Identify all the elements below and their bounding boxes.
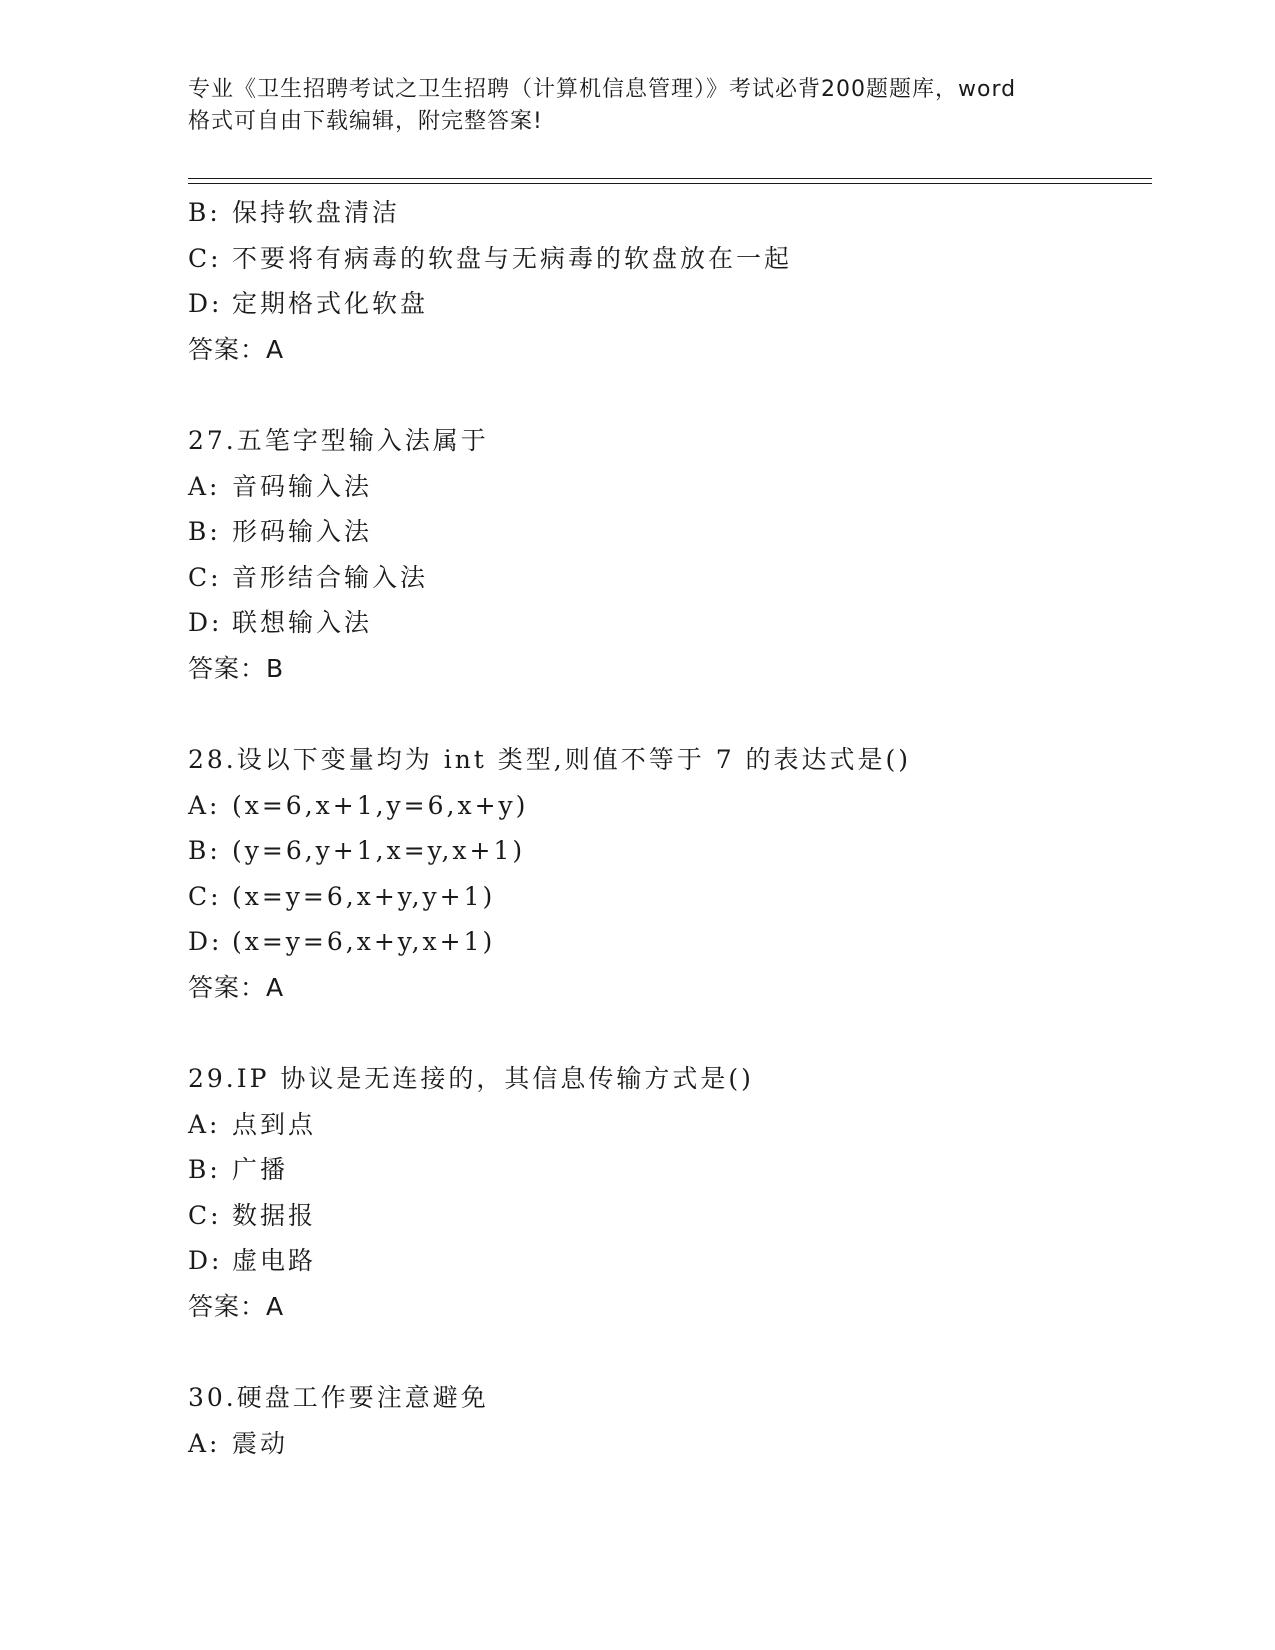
- question-title: 28.设以下变量均为 int 类型,则值不等于 7 的表达式是(): [188, 745, 912, 774]
- question-title: 27.五笔字型输入法属于: [188, 426, 489, 455]
- option-c: C: 不要将有病毒的软盘与无病毒的软盘放在一起: [188, 243, 793, 273]
- question-30: [188, 1375, 1148, 1466]
- option-a: A: 音码输入法: [188, 471, 373, 501]
- question-29: [188, 1056, 1148, 1329]
- question-27: [188, 418, 1148, 691]
- option-a: A: (x=6,x+1,y=6,x+y): [188, 790, 529, 820]
- option-c: C: 音形结合输入法: [188, 562, 429, 592]
- option-d: D: (x=y=6,x+y,x+1): [188, 927, 496, 956]
- question-28: [188, 737, 1148, 1010]
- header-divider-top: [188, 178, 1152, 179]
- answer: 答案：A: [188, 1291, 285, 1321]
- question-title: 30.硬盘工作要注意避免: [188, 1383, 489, 1412]
- header-line-1: 专业《卫生招聘考试之卫生招聘（计算机信息管理）》考试必背200题题库，word: [188, 77, 1017, 102]
- question-list: [188, 190, 1148, 1466]
- option-b: B: 广播: [188, 1155, 289, 1184]
- answer: 答案：A: [188, 334, 285, 364]
- option-b: B: 保持软盘清洁: [188, 198, 401, 227]
- header-line-2: 格式可自由下载编辑，附完整答案!: [188, 109, 543, 134]
- option-c: C: (x=y=6,x+y,y+1): [188, 881, 496, 911]
- header-divider-bottom: [188, 183, 1152, 184]
- option-d: D: 联想输入法: [188, 608, 373, 637]
- option-c: C: 数据报: [188, 1200, 317, 1230]
- answer: 答案：A: [188, 972, 285, 1002]
- option-d: D: 定期格式化软盘: [188, 289, 429, 318]
- option-b: B: 形码输入法: [188, 517, 373, 546]
- question-continued: [188, 190, 1148, 372]
- option-a: A: 点到点: [188, 1109, 317, 1139]
- option-a: A: 震动: [188, 1428, 289, 1458]
- option-d: D: 虚电路: [188, 1246, 317, 1275]
- document-header: [188, 74, 1088, 138]
- question-title: 29.IP 协议是无连接的，其信息传输方式是(): [188, 1064, 754, 1093]
- answer: 答案：B: [188, 653, 285, 683]
- option-b: B: (y=6,y+1,x=y,x+1): [188, 836, 526, 865]
